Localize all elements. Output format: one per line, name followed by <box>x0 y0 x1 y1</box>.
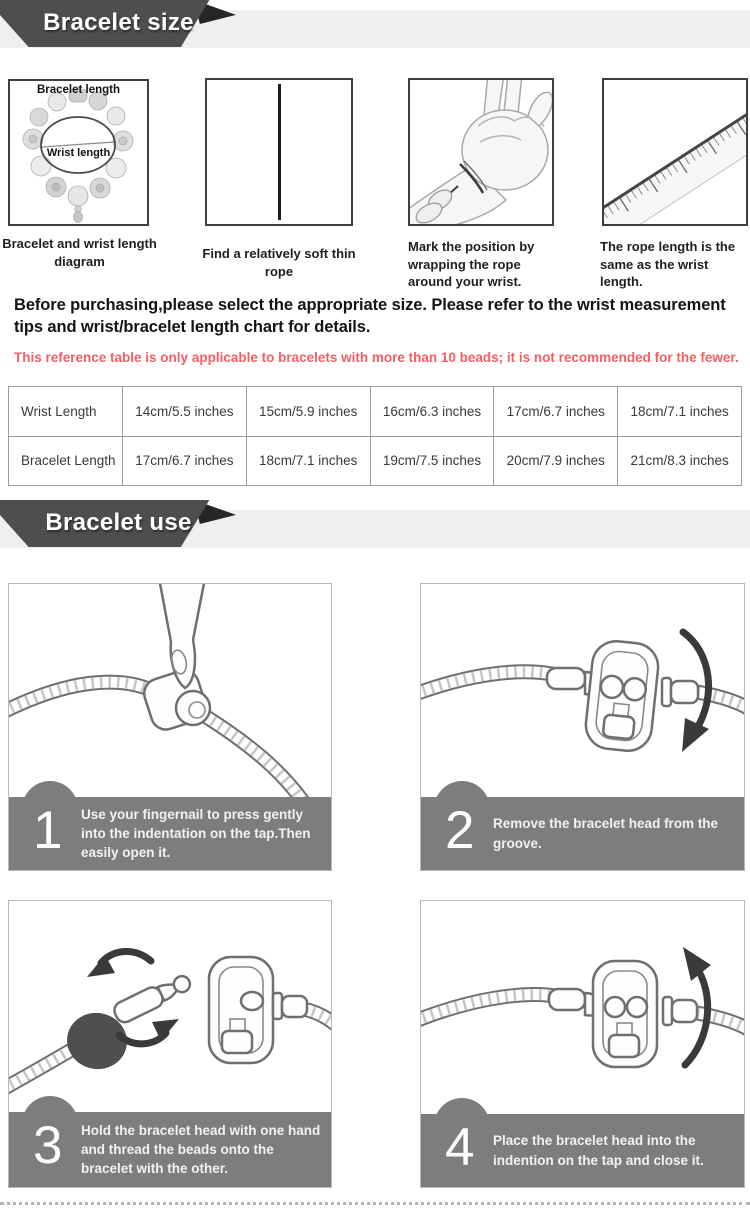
intro-paragraph: Before purchasing,please select the appropriate size. Please refer to the wrist measurement tips and wrist/bracelet length chart for details. <box>14 296 726 336</box>
cell-wrist-4: 17cm/6.7 inches <box>494 387 618 437</box>
table-row-bracelet <box>9 436 742 486</box>
caption-figure-4: The rope length is the same as the wrist length. <box>600 239 736 290</box>
caption-figure-1: Bracelet and wrist length diagram <box>2 236 157 269</box>
step3-text: Hold the bracelet head with one hand and thread the beads onto the bracelet with the other. <box>81 1122 321 1177</box>
banner-use-title: Bracelet use <box>45 509 192 536</box>
figure-bracelet-diagram <box>8 79 149 226</box>
cell-wrist-3: 16cm/6.3 inches <box>370 387 494 437</box>
step1-caption-bar <box>9 797 331 870</box>
ruler-illustration <box>602 96 748 226</box>
label-bracelet-length: Bracelet length <box>36 84 121 96</box>
cell-bracelet-5: 21cm/8.3 inches <box>618 436 742 486</box>
size-table <box>8 386 742 486</box>
step3-caption-bar <box>9 1112 331 1187</box>
step-panel-3 <box>8 900 332 1188</box>
cell-bracelet-1: 17cm/6.7 inches <box>123 436 247 486</box>
step2-illustration <box>421 584 744 799</box>
step4-illustration <box>421 901 744 1116</box>
warning-text: This reference table is only applicable to bracelets with more than 10 beads; it is not recommended for the fewer. <box>14 350 739 365</box>
figure-rope <box>205 78 353 226</box>
step3-number: 3 <box>33 1116 63 1175</box>
step4-caption-bar <box>421 1114 744 1187</box>
step-panel-4 <box>420 900 745 1188</box>
cell-bracelet-3: 19cm/7.5 inches <box>370 436 494 486</box>
figure-ruler <box>602 78 748 226</box>
step-panel-2 <box>420 583 745 871</box>
step2-caption-bar <box>421 797 744 870</box>
cell-wrist-label: Wrist Length <box>9 387 123 437</box>
figure-wrist-wrap <box>408 78 554 226</box>
step3-illustration <box>9 901 331 1116</box>
step4-text: Place the bracelet head into the indention on the tap and close it. <box>493 1133 704 1168</box>
step1-illustration <box>9 584 331 799</box>
caption-figure-2: Find a relatively soft thin rope <box>202 246 356 279</box>
step4-number: 4 <box>445 1118 475 1177</box>
step-panel-1 <box>8 583 332 871</box>
label-wrist-length: Wrist length <box>46 147 111 159</box>
cell-bracelet-2: 18cm/7.1 inches <box>246 436 370 486</box>
step1-text: Use your fingernail to press gently into the indentation on the tap.Then easily open it. <box>81 806 311 861</box>
table-row-wrist <box>9 387 742 437</box>
cell-bracelet-4: 20cm/7.9 inches <box>494 436 618 486</box>
step1-number: 1 <box>33 801 63 860</box>
cell-bracelet-label: Bracelet Length <box>9 436 123 486</box>
banner-bracelet-use <box>0 500 250 548</box>
cell-wrist-1: 14cm/5.5 inches <box>123 387 247 437</box>
banner-size-title: Bracelet size <box>43 9 194 36</box>
bottom-divider <box>0 1202 750 1205</box>
cell-wrist-5: 18cm/7.1 inches <box>618 387 742 437</box>
wrist-hand-illustration <box>410 80 552 224</box>
banner-bracelet-size <box>0 0 250 48</box>
rope-illustration <box>278 84 281 220</box>
step2-number: 2 <box>445 801 475 860</box>
cell-wrist-2: 15cm/5.9 inches <box>246 387 370 437</box>
step2-text: Remove the bracelet head from the groove. <box>493 816 719 851</box>
caption-figure-3: Mark the position by wrapping the rope around your wrist. <box>408 239 535 290</box>
